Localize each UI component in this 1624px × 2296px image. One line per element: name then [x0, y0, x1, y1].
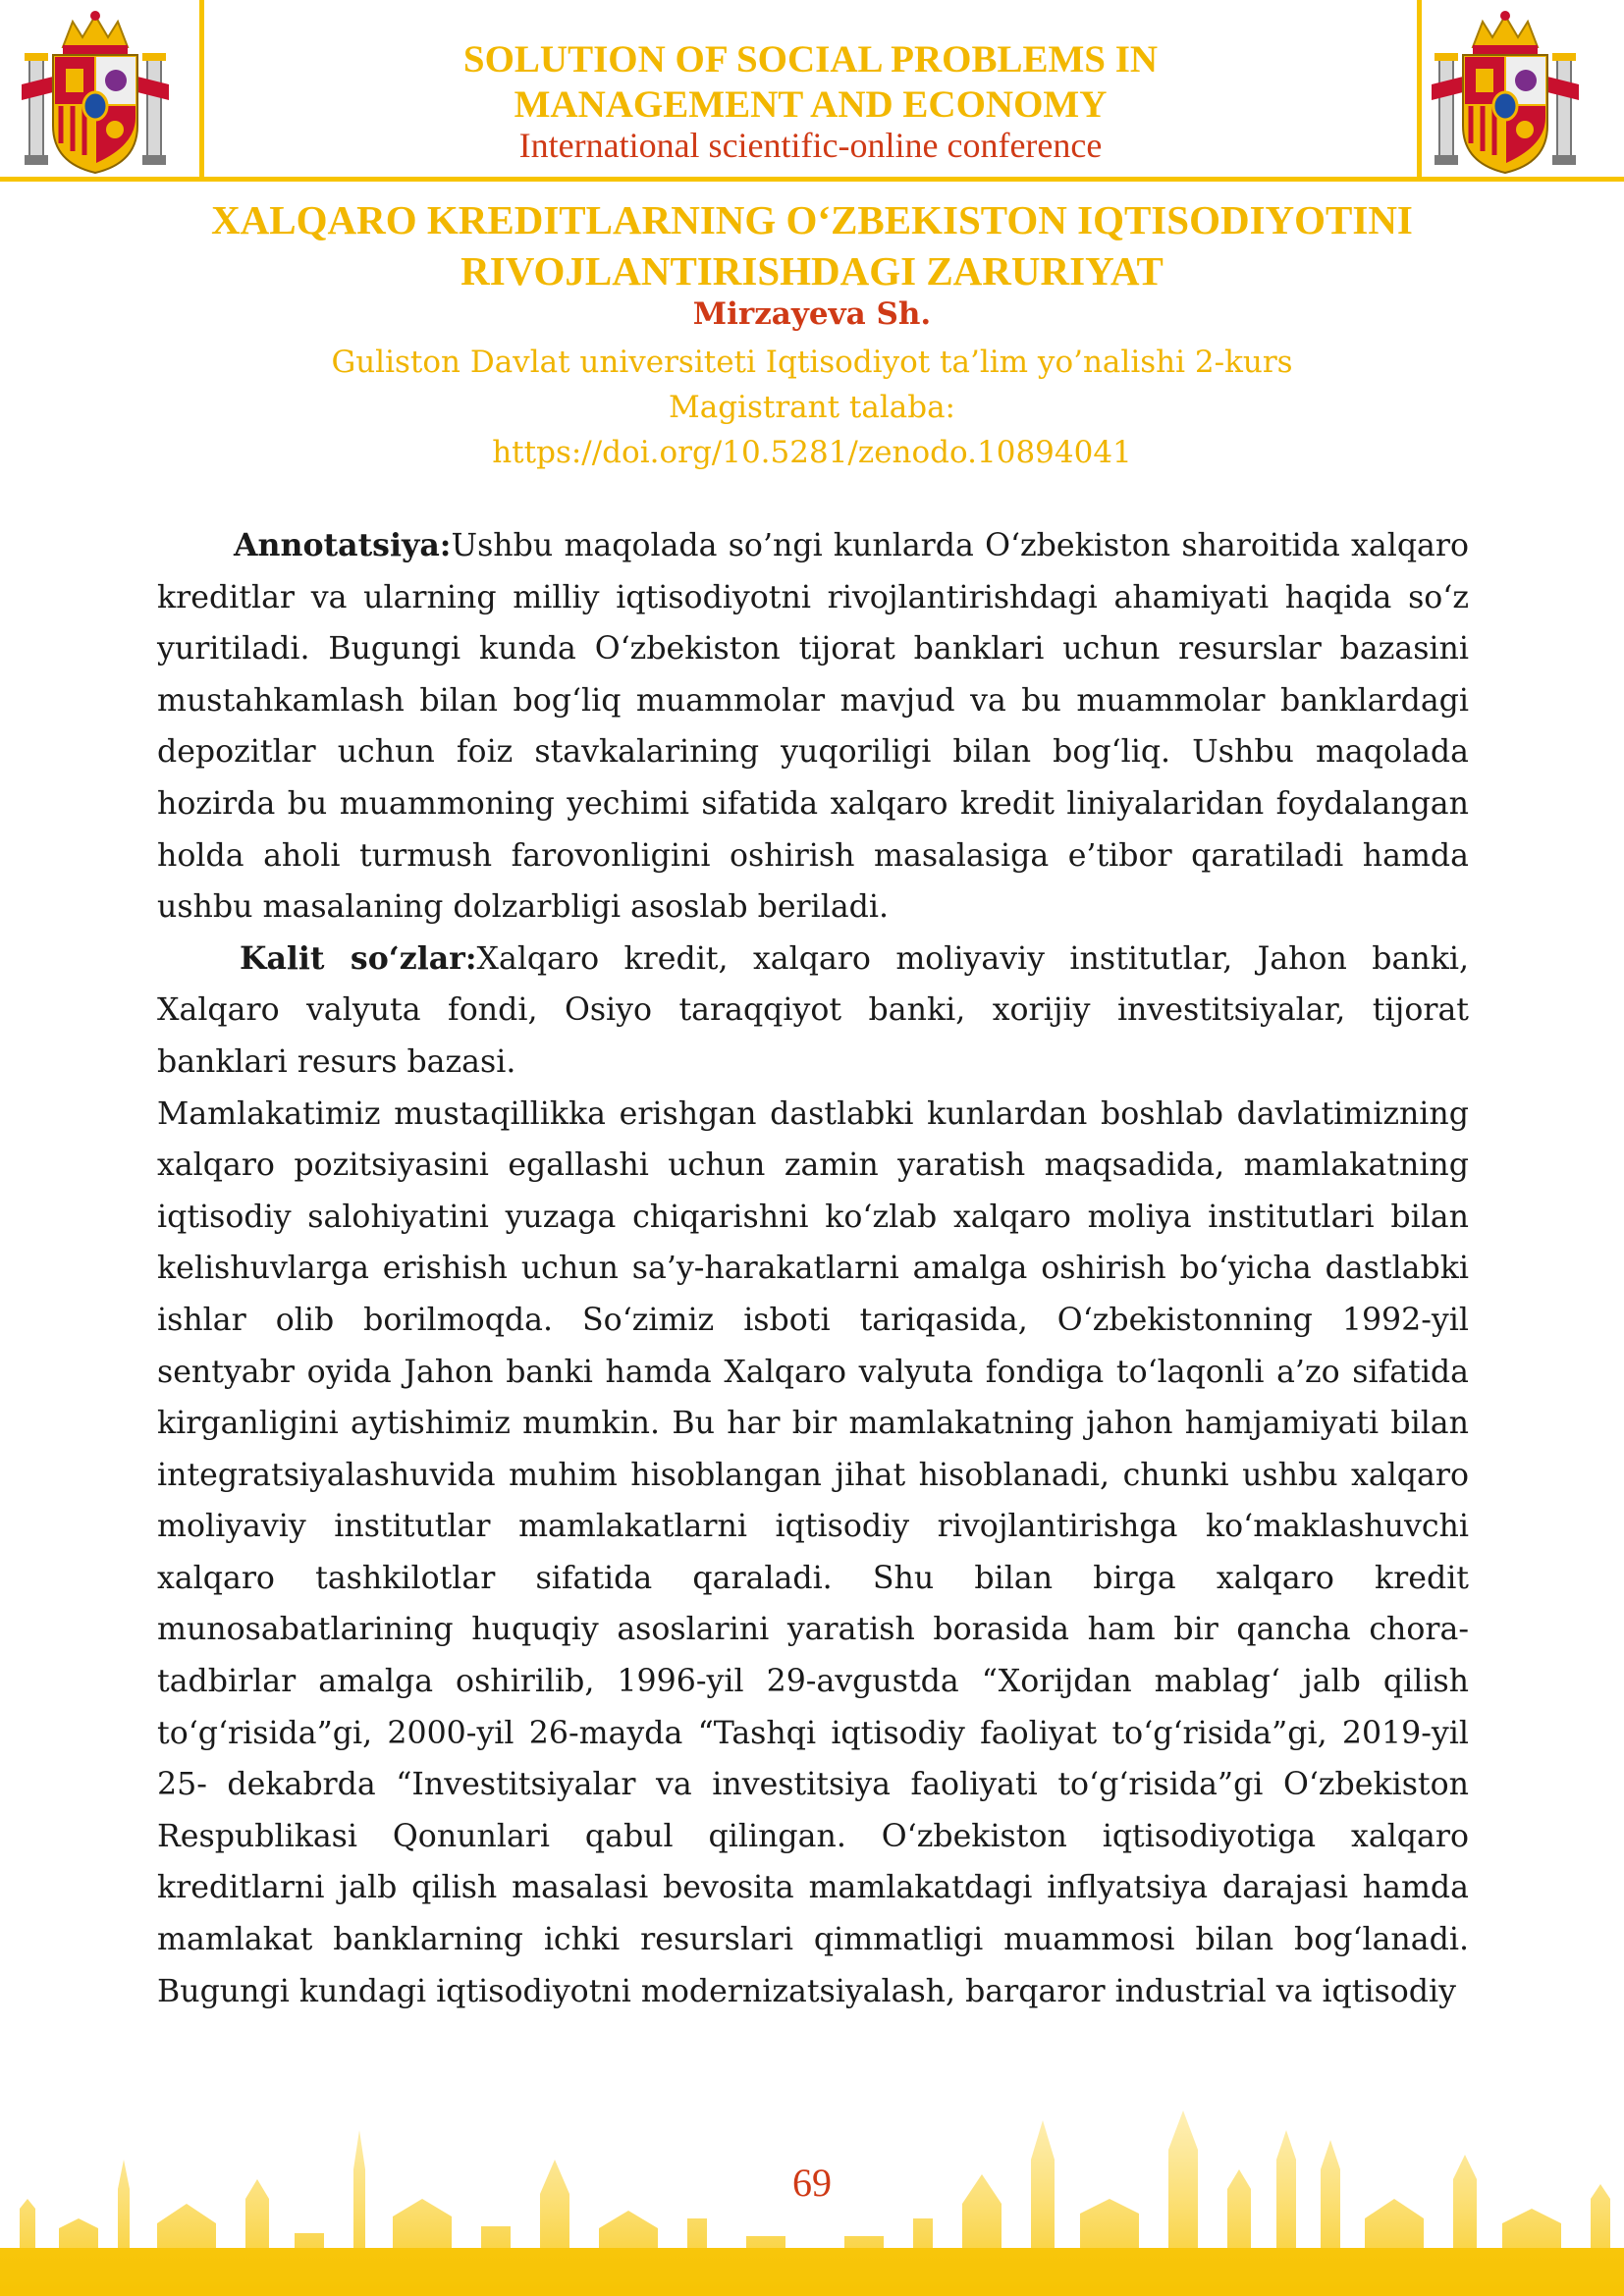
article-title: [118, 194, 1506, 296]
coat-of-arms-icon: [22, 8, 169, 177]
header-divider-right: [1417, 0, 1422, 177]
page-number: 69: [792, 2161, 832, 2205]
article-body: [157, 520, 1469, 2017]
keywords-label: Kalit so‘zlar:: [240, 939, 477, 977]
conference-title-line2: MANAGEMENT AND ECONOMY: [514, 83, 1108, 126]
abstract-label: Annotatsiya:: [234, 527, 452, 563]
abstract-text: Ushbu maqolada so’ngi kunlarda O‘zbekiston sharoitida xalqaro kreditlar va ularning milliy iqtisodiyotni rivojlantirishdagi ahamiyati haqida so‘z yuritiladi. Bugungi kunda O‘zbekiston tijorat banklari uchun resurslar bazasini mustahkamlash bilan bog‘liq muammolar mavjud va bu muammolar banklardagi depozitlar uchun foiz stavkalarining yuqoriligi bilan bog‘liq. Ushbu maqolada hozirda bu muammoning yechimi sifatida xalqaro kredit liniyalaridan foydalangan holda aholi turmush farovonligini oshirish masalasiga e’tibor qaratiladi hamda ushbu masalaning dolzarbligi asoslab beriladi.: [157, 528, 1469, 926]
affiliation-line1: Guliston Davlat universiteti Iqtisodiyot ta’lim yo’nalishi 2-kurs: [331, 345, 1293, 380]
conference-title: [204, 37, 1417, 128]
keywords-paragraph: [157, 934, 1469, 1089]
doi-link[interactable]: https://doi.org/10.5281/zenodo.10894041: [492, 435, 1132, 470]
coat-of-arms-icon: [1432, 8, 1579, 177]
article-title-line1: XALQARO KREDITLARNING O‘ZBEKISTON IQTISODIYOTINI: [211, 197, 1413, 242]
article-title-line2: RIVOJLANTIRISHDAGI ZARURIYAT: [460, 248, 1164, 294]
header-rule: [0, 177, 1624, 182]
affiliation-line2: Magistrant talaba:: [668, 390, 956, 425]
conference-subtitle: International scientific-online conference: [518, 126, 1103, 165]
keywords-text: Xalqaro kredit, xalqaro moliyaviy institutlar, Jahon banki, Xalqaro valyuta fondi, Osiyo taraqqiyot banki, xorijiy investitsiyalar, tijorat banklari resurs bazasi.: [157, 940, 1470, 1080]
abstract-paragraph: [157, 520, 1469, 934]
body-paragraph: Mamlakatimiz mustaqillikka erishgan dastlabki kunlardan boshlab davlatimizning xalqaro pozitsiyasini egallashi uchun zamin yaratish maqsadida, mamlakatning iqtisodiy salohiyatini yuzaga chiqarishni ko‘zlab xalqaro moliya institutlari bilan kelishuvlarga erishish uchun sa’y-harakatlarni amalga oshirish bo‘yicha dastlabki ishlar olib borilmoqda. So‘zimiz isboti tariqasida, O‘zbekistonning 1992-yil sentyabr oyida Jahon banki hamda Xalqaro valyuta fondiga to‘laqonli a’zo sifatida kirganligini aytishimiz mumkin. Bu har bir mamlakatning jahon hamjamiyati bilan integratsiyalashuvida muhim hisoblangan jihat hisoblanadi, chunki ushbu xalqaro moliyaviy institutlar mamlakatlarni iqtisodiy rivojlantirishga ko‘maklashuvchi xalqaro tashkilotlar sifatida qaraladi. Shu bilan birga xalqaro kredit munosabatlarining huquqiy asoslarini yaratish borasida ham bir qancha chora-tadbirlar amalga oshirilib, 1996-yil 29-avgustda “Xorijdan mablag‘ jalb qilish to‘g‘risida”gi, 2000-yil 26-mayda “Tashqi iqtisodiy faoliyat to‘g‘risida”gi, 2019-yil 25- dekabrda “Investitsiyalar va investitsiya faoliyati to‘g‘risida”gi O‘zbekiston Respublikasi Qonunlari qabul qilingan. O‘zbekiston iqtisodiyotiga xalqaro kreditlarni jalb qilish masalasi bevosita mamlakatdagi inflyatsiya darajasi hamda mamlakat banklarning ichki resurslari qimmatligi muammosi bilan bog‘lanadi. Bugungi kundagi iqtisodiyotni modernizatsiyalash, barqaror industrial va iqtisodiy: [157, 1095, 1469, 2009]
author-affiliation: [118, 340, 1506, 475]
conference-title-line1: SOLUTION OF SOCIAL PROBLEMS IN: [462, 38, 1159, 80]
author-name: Mirzayeva Sh.: [692, 296, 932, 332]
